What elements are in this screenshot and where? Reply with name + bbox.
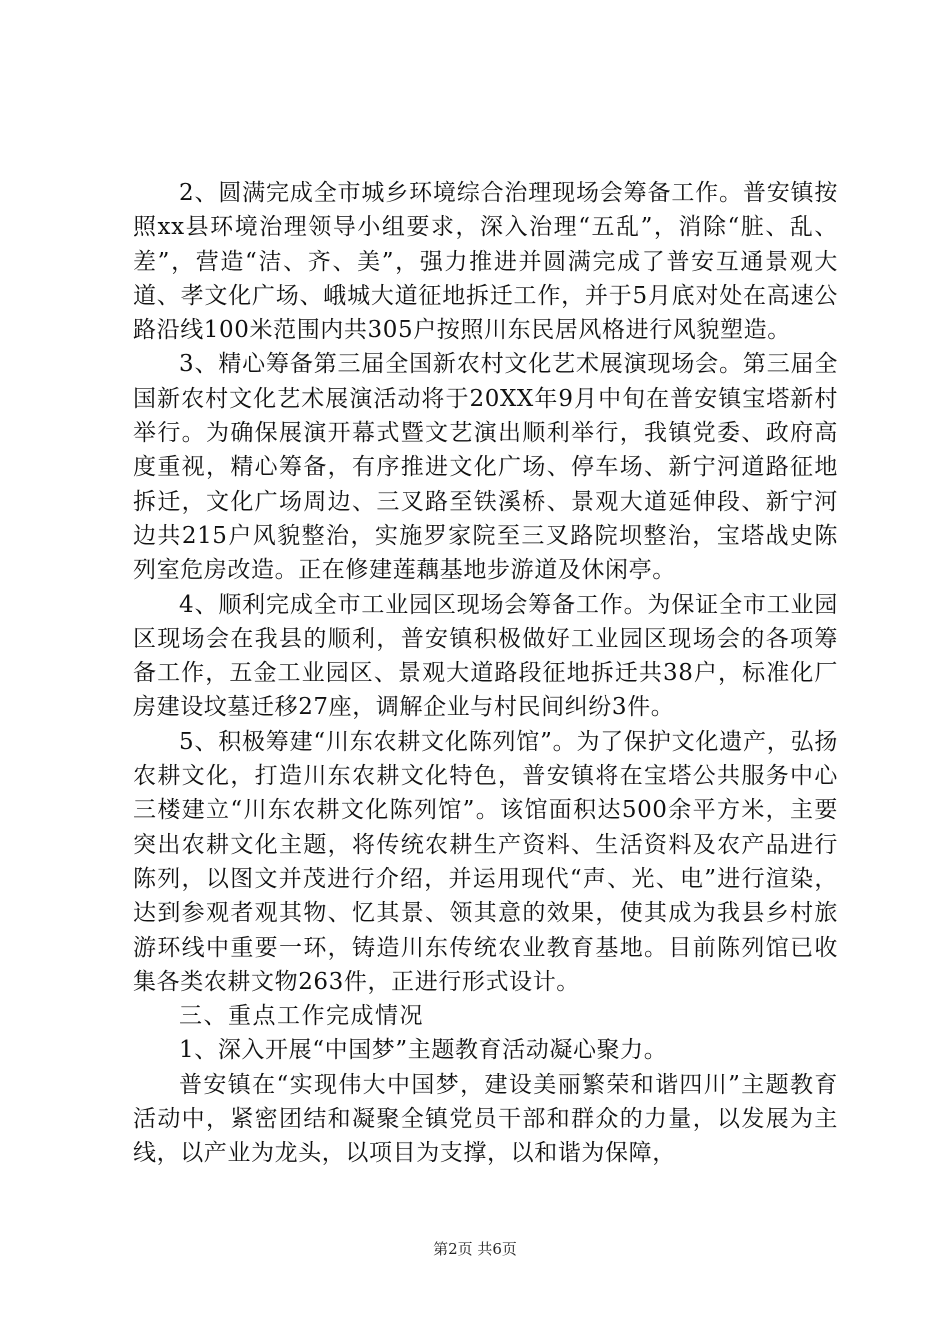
paragraph-body: 普安镇在“实现伟大中国梦，建设美丽繁荣和谐四川”主题教育活动中，紧密团结和凝聚全镇党员干部和群众的力量，以发展为主线，以产业为龙头，以项目为支撑，以和谐为保障， [133,1071,838,1167]
page-number-footer: 第2页 共6页 [433,1240,517,1258]
subsection-heading: 1、深入开展“中国梦”主题教育活动凝心聚力。 [179,1037,668,1064]
paragraph-item-4: 4、顺利完成全市工业园区现场会筹备工作。为保证全市工业园区现场会在我县的顺利，普安镇积极做好工业园区现场会的各项筹备工作，五金工业园区、景观大道路段征地拆迁共38户，标准化厂房建设坟墓迁移27座，调解企业与村民间纠纷3件。 [133,591,838,721]
paragraph-item-5: 5、积极筹建“川东农耕文化陈列馆”。为了保护文化遗产，弘扬农耕文化，打造川东农耕文化特色，普安镇将在宝塔公共服务中心三楼建立“川东农耕文化陈列馆”。该馆面积达500余平方米，主要突出农耕文化主题，将传统农耕生产资料、生活资料及农产品进行陈列，以图文并茂进行介绍，并运用现代“声、光、电”进行渲染，达到参观者观其物、忆其景、领其意的效果，使其成为我县乡村旅游环线中重要一环，铸造川东传统农业教育基地。目前陈列馆已收集各类农耕文物263件，正进行形式设计。 [133,728,838,995]
paragraph-item-2: 2、圆满完成全市城乡环境综合治理现场会筹备工作。普安镇按照xx县环境治理领导小组要求，深入治理“五乱”，消除“脏、乱、差”，营造“洁、齐、美”，强力推进并圆满完成了普安互通景观大道、孝文化广场、峨城大道征地拆迁工作，并于5月底对处在高速公路沿线100米范围内共305户按照川东民居风格进行风貌塑造。 [133,180,838,344]
section-heading: 三、重点工作完成情况 [179,1003,424,1030]
document-body [133,176,838,1171]
paragraph-item-3: 3、精心筹备第三届全国新农村文化艺术展演现场会。第三届全国新农村文化艺术展演活动将于20XX年9月中旬在普安镇宝塔新村举行。为确保展演开幕式暨文艺演出顺利举行，我镇党委、政府高度重视，精心筹备，有序推进文化广场、停车场、新宁河道路征地拆迁，文化广场周边、三叉路至铁溪桥、景观大道延伸段、新宁河边共215户风貌整治，实施罗家院至三叉路院坝整治，宝塔战史陈列室危房改造。正在修建莲藕基地步游道及休闲亭。 [133,351,838,584]
